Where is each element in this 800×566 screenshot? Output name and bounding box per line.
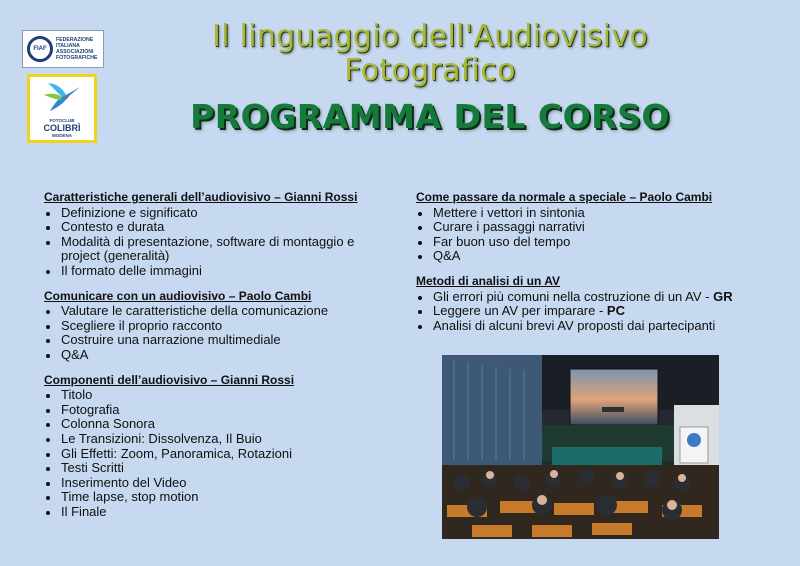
- right-column: [416, 190, 776, 343]
- bullet-icon: [46, 453, 50, 457]
- list-item: [44, 304, 374, 319]
- list-item: [416, 290, 776, 305]
- page-subtitle: PROGRAMMA DEL CORSO: [190, 97, 670, 136]
- section: [416, 274, 776, 333]
- bullet-list: [416, 206, 776, 264]
- section: [44, 289, 374, 363]
- bullet-icon: [46, 339, 50, 343]
- section-title: Caratteristiche generali dell’audiovisivo – Gianni Rossi: [44, 190, 358, 204]
- bullet-icon: [46, 226, 50, 230]
- section-title: Componenti dell’audiovisivo – Gianni Rossi: [44, 372, 295, 387]
- bullet-icon: [46, 270, 50, 274]
- fiaf-logo: [22, 30, 104, 68]
- list-item-text: Scegliere il proprio racconto: [61, 317, 223, 333]
- list-item: [416, 220, 776, 235]
- colibri-name: COLIBRÌ: [43, 123, 81, 133]
- fiaf-mark: FIAF: [27, 36, 53, 62]
- section-title: Come passare da normale a speciale – Paolo Cambi: [416, 190, 713, 204]
- classroom-photo: [442, 355, 719, 539]
- list-item-text: Inserimento del Video: [61, 474, 187, 490]
- page-title: Il linguaggio dell'Audiovisivo: [211, 19, 648, 54]
- section-title: Comunicare con un audiovisivo – Paolo Cambi: [44, 288, 312, 303]
- list-item-text: Il Finale: [61, 503, 107, 519]
- bullet-icon: [46, 482, 50, 486]
- fiaf-line: ASSOCIAZIONI: [56, 49, 94, 55]
- page-title-line2: Fotografico: [344, 53, 516, 88]
- list-item: [44, 461, 374, 476]
- list-item-text: Q&A: [433, 248, 461, 264]
- bullet-icon: [418, 226, 422, 230]
- bullet-icon: [46, 409, 50, 413]
- fiaf-line: FOTOGRAFICHE: [56, 55, 98, 62]
- list-item: [44, 447, 374, 462]
- bullet-icon: [46, 310, 50, 314]
- list-item: [44, 388, 374, 403]
- bullet-icon: [418, 241, 422, 245]
- bullet-icon: [46, 354, 50, 358]
- colibri-logo: [27, 74, 97, 143]
- fiaf-line: FEDERAZIONE: [56, 36, 94, 43]
- bullet-icon: [418, 325, 422, 329]
- bullet-icon: [46, 241, 50, 245]
- list-item-text: Gli errori più comuni nella costruzione di un AV -: [433, 288, 714, 304]
- colibri-bottom-text: MODENA: [52, 133, 72, 138]
- list-item-text: Valutare le caratteristiche della comunicazione: [61, 303, 329, 319]
- list-item-text: Time lapse, stop motion: [61, 489, 199, 505]
- list-item: [44, 417, 374, 432]
- list-item: [416, 304, 776, 319]
- list-item-text: Q&A: [61, 346, 89, 362]
- list-item: [44, 333, 374, 348]
- list-item: [44, 476, 374, 491]
- list-item-text: Curare i passaggi narrativi: [433, 219, 585, 235]
- bullet-icon: [418, 212, 422, 216]
- list-item: [44, 403, 374, 418]
- list-item-text: Le Transizioni: Dissolvenza, Il Buio: [61, 430, 262, 446]
- list-item-text: Colonna Sonora: [61, 416, 155, 432]
- bullet-list: [44, 388, 374, 519]
- bullet-icon: [46, 438, 50, 442]
- list-item-text: Contesto e durata: [61, 219, 165, 235]
- list-item: [44, 264, 374, 279]
- bullet-icon: [46, 511, 50, 515]
- fiaf-line: ITALIANA: [56, 42, 80, 49]
- list-item-text: Testi Scritti: [61, 460, 124, 476]
- section: [44, 190, 374, 279]
- list-item: [44, 348, 374, 363]
- list-item-text: Far buon uso del tempo: [433, 233, 571, 249]
- bullet-icon: [46, 325, 50, 329]
- list-item: [44, 206, 374, 221]
- bullet-icon: [46, 467, 50, 471]
- list-item: [416, 249, 776, 264]
- list-item-text: Modalità di presentazione, software di montaggio e project (generalità): [61, 233, 355, 264]
- bullet-icon: [46, 212, 50, 216]
- section: [44, 373, 374, 520]
- list-item: [416, 319, 776, 334]
- bullet-list: [416, 290, 776, 334]
- list-item-text: Gli Effetti: Zoom, Panoramica, Rotazioni: [61, 445, 292, 461]
- bullet-icon: [46, 496, 50, 500]
- bullet-list: [44, 304, 374, 362]
- bullet-list: [44, 206, 374, 279]
- list-item: [44, 235, 374, 264]
- list-item-text: Fotografia: [61, 401, 120, 417]
- bullet-icon: [418, 310, 422, 314]
- list-item-text: Titolo: [61, 387, 93, 403]
- fiaf-text: [56, 37, 97, 62]
- bullet-icon: [46, 394, 50, 398]
- list-item-text: Il formato delle immagini: [61, 262, 202, 278]
- list-item: [416, 206, 776, 221]
- list-item-text: Definizione e significato: [61, 204, 198, 220]
- hummingbird-icon: [42, 81, 84, 117]
- list-item: [416, 235, 776, 250]
- title-block: [130, 20, 730, 136]
- list-item: [44, 220, 374, 235]
- bullet-icon: [418, 255, 422, 259]
- bullet-icon: [46, 423, 50, 427]
- list-item-text: Leggere un AV per imparare -: [433, 303, 607, 319]
- speaker-initials: PC: [606, 303, 625, 319]
- bullet-icon: [418, 296, 422, 300]
- list-item-text: Mettere i vettori in sintonia: [433, 204, 585, 220]
- list-item: [44, 319, 374, 334]
- section: [416, 190, 776, 264]
- colibri-top-text: FOTOCLUB: [49, 118, 75, 123]
- left-column: [44, 190, 374, 529]
- section-title: Metodi di analisi di un AV: [416, 273, 561, 288]
- list-item: [44, 490, 374, 505]
- list-item: [44, 432, 374, 447]
- course-photo: [442, 355, 719, 539]
- list-item-text: Analisi di alcuni brevi AV proposti dai partecipanti: [433, 317, 716, 333]
- speaker-initials: GR: [713, 288, 733, 304]
- list-item: [44, 505, 374, 520]
- list-item-text: Costruire una narrazione multimediale: [61, 332, 281, 348]
